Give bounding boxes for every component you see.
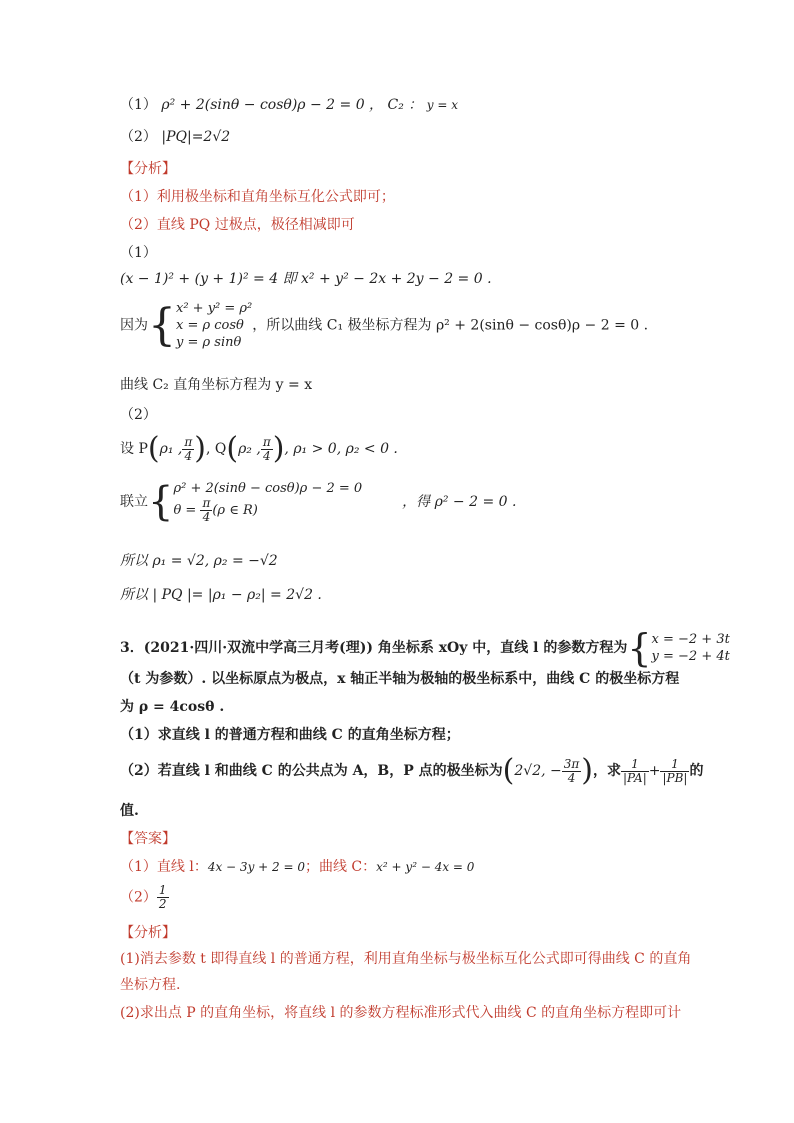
answer-2-line: （2） |PQ|=2√2 [120, 129, 231, 145]
answer-1: （1）直线 l：4x − 3y + 2 = 0；曲线 C：x² + y² − 4x = 0 [120, 859, 475, 875]
left-brace-icon: { [148, 479, 174, 525]
solution-system-2: 联立{ ρ² + 2(sinθ − cosθ)ρ − 2 = 0 θ = $\frac{\pi}{4}$ (ρ ∈ R) ，得 ρ² − 2 = 0 . [120, 479, 517, 525]
analysis-heading: 【分析】 [120, 161, 176, 177]
answer-heading: 【答案】 [120, 831, 176, 847]
so-line-2: 所以 | PQ |= |ρ₁ − ρ₂| = 2√2 . [120, 587, 322, 603]
set-points-line: 设 P(ρ₁ , $\frac{\pi}{4}$ ), Q(ρ₂ , $\frac{\pi}{4}$ ), ρ₁ > 0, ρ₂ < 0 . [120, 431, 398, 466]
problem-3-line-2: （t 为参数）. 以坐标原点为极点，x 轴正半轴为极轴的极坐标系中，曲线 C 的极坐标方程 [120, 671, 680, 687]
curve-c2-line: 曲线 C₂ 直角坐标方程为 y = x [120, 377, 313, 393]
analysis-2-point-1: (1)消去参数 t 即得直线 l 的普通方程，利用直角坐标与极坐标互化公式即可得曲线 C 的直角 [120, 951, 692, 967]
solution-system-1: 因为{ x² + y² = ρ² x = ρ cosθ y = ρ sinθ ，所以曲线 C₁ 极坐标方程为 ρ² + 2(sinθ − cosθ)ρ − 2 = 0 . [120, 299, 649, 351]
analysis-heading-2: 【分析】 [120, 925, 176, 941]
left-brace-icon: { [148, 299, 176, 351]
fraction: $\frac{\pi}{4}$ [184, 434, 193, 463]
analysis-point-1: （1）利用极坐标和直角坐标互化公式即可； [120, 189, 395, 205]
analysis-2-point-2: (2)求出点 P 的直角坐标，将直线 l 的参数方程标准形式代入曲线 C 的直角坐标方程即可计 [120, 1005, 682, 1021]
problem-3-question-2: （2）若直线 l 和曲线 C 的公共点为 A，B，P 点的极坐标为(2√2, − $\frac{3\pi}{4}$ )，求 $\frac{1}{|PA|}$ + $\frac{1}{|PB|}$ 的 [120, 753, 704, 788]
analysis-2-point-1-cont: 坐标方程. [120, 977, 181, 993]
problem-3-question-2-end: 值. [120, 803, 139, 819]
fraction: $\frac{\pi}{4}$ [262, 434, 271, 463]
so-line-1: 所以 ρ₁ = √2, ρ₂ = −√2 [120, 553, 278, 569]
answer-1-line: （1） ρ² + 2(sinθ − cosθ)ρ − 2 = 0 ， C₂ ： y = x [120, 97, 458, 113]
problem-3-question-1: （1）求直线 l 的普通方程和曲线 C 的直角坐标方程； [120, 727, 460, 743]
answer-2: （2） $\frac{1}{2}$ [120, 883, 167, 911]
left-brace-icon: { [627, 626, 652, 670]
solution-eq-1: (x − 1)² + (y + 1)² = 4 即 x² + y² − 2x + 2y − 2 = 0 . [120, 271, 492, 287]
solution-part-1-label: （1） [120, 245, 157, 261]
problem-3-header: 3．(2021·四川·双流中学高三月考(理)) 角坐标系 xOy 中，直线 l 的参数方程为{ x = −2 + 3t y = −2 + 4t [120, 626, 730, 670]
analysis-point-2: （2）直线 PQ 过极点，极径相减即可 [120, 217, 355, 233]
solution-part-2-label: （2） [120, 407, 157, 423]
problem-3-line-3: 为 ρ = 4cosθ . [120, 699, 225, 715]
